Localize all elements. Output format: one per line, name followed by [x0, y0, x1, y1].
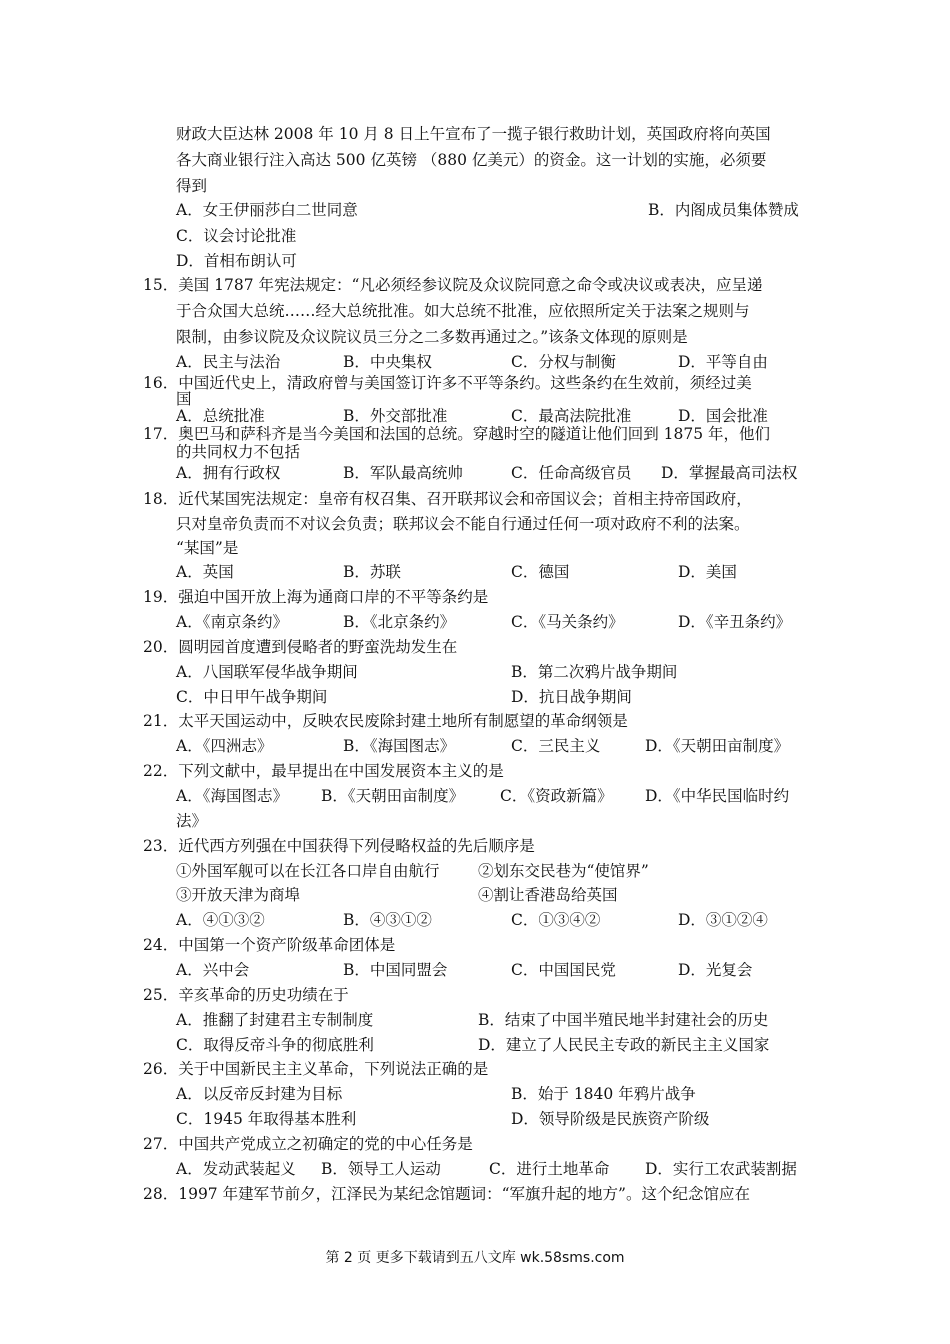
q18-option-b: B．苏联 — [343, 563, 401, 581]
q25-option-d: D．建立了人民民主专政的新民主主义国家 — [478, 1036, 770, 1054]
q18-option-d: D．美国 — [678, 563, 737, 581]
q20-option-c: C．中日甲午战争期间 — [176, 688, 328, 706]
q19-option-d: D．《辛丑条约》 — [678, 613, 792, 631]
q25-line-1: 25．辛亥革命的历史功绩在于 — [143, 986, 349, 1004]
q17-line-2: 的共同权力不包括 — [176, 443, 301, 461]
q21-option-d: D．《天朝田亩制度》 — [645, 737, 790, 755]
q25-option-b: B．结束了中国半殖民地半封建社会的历史 — [478, 1011, 769, 1029]
q27-option-a: A．发动武装起义 — [176, 1160, 296, 1178]
q26-option-d: D．领导阶级是民族资产阶级 — [511, 1110, 710, 1128]
q21-option-b: B．《海国图志》 — [343, 737, 456, 755]
intro-line-2: 各大商业银行注入高达 500 亿英镑 （880 亿美元）的资金。这一计划的实施，必须要 — [176, 151, 767, 169]
q15-line-2: 于合众国大总统……经大总统批准。如大总统不批准，应依照所定关于法案之规则与 — [176, 302, 750, 320]
q23-option-d: D．③①②④ — [678, 911, 768, 929]
q20-line-1: 20．圆明园首度遭到侵略者的野蛮洗劫发生在 — [143, 638, 458, 656]
q22-option-a: A．《海国图志》 — [176, 787, 288, 805]
q15-option-d: D．平等自由 — [678, 353, 768, 371]
intro-option-c: C．议会讨论批准 — [176, 227, 297, 245]
q24-line-1: 24．中国第一个资产阶级革命团体是 — [143, 936, 396, 954]
q15-option-c: C．分权与制衡 — [511, 353, 616, 371]
q24-option-b: B．中国同盟会 — [343, 961, 448, 979]
q19-option-c: C．《马关条约》 — [511, 613, 624, 631]
intro-option-b: B．内阁成员集体赞成 — [648, 201, 799, 219]
q26-option-b: B．始于 1840 年鸦片战争 — [511, 1085, 696, 1103]
q24-option-a: A．兴中会 — [176, 961, 250, 979]
q16-option-b: B．外交部批准 — [343, 407, 448, 425]
q16-option-c: C．最高法院批准 — [511, 407, 632, 425]
q22-option-b: B．《天朝田亩制度》 — [321, 787, 465, 805]
q18-line-3: “某国”是 — [176, 539, 239, 557]
q22-option-d-continuation: 法》 — [176, 812, 208, 830]
q22-line-1: 22．下列文献中，最早提出在中国发展资本主义的是 — [143, 762, 504, 780]
q18-option-c: C．德国 — [511, 563, 570, 581]
q23-option-b: B．④③①② — [343, 911, 432, 929]
q24-option-d: D．光复会 — [678, 961, 753, 979]
q16-option-a: A．总统批准 — [176, 407, 265, 425]
q16-line-1: 16．中国近代史上，清政府曾与美国签订许多不平等条约。这些条约在生效前，须经过美 — [143, 374, 752, 392]
q28-line-1: 28．1997 年建军节前夕，江泽民为某纪念馆题词：“军旗升起的地方”。这个纪念馆应在 — [143, 1185, 750, 1203]
q23-option-c: C．①③④② — [511, 911, 601, 929]
q20-option-a: A．八国联军侵华战争期间 — [176, 663, 358, 681]
q23-item-1: ①外国军舰可以在长江各口岸自由航行 — [176, 862, 440, 880]
q20-option-b: B．第二次鸦片战争期间 — [511, 663, 678, 681]
intro-line-3: 得到 — [176, 177, 208, 195]
q22-option-d: D．《中华民国临时约 — [645, 787, 790, 805]
q26-option-c: C．1945 年取得基本胜利 — [176, 1110, 357, 1128]
intro-line-1: 财政大臣达林 2008 年 10 月 8 日上午宣布了一揽子银行救助计划，英国政府将向英国 — [176, 125, 771, 143]
q15-option-b: B．中央集权 — [343, 353, 432, 371]
q16-line-2: 国 — [176, 390, 192, 408]
q20-option-d: D．抗日战争期间 — [511, 688, 632, 706]
q19-option-a: A．《南京条约》 — [176, 613, 288, 631]
q18-line-1: 18．近代某国宪法规定：皇帝有权召集、召开联邦议会和帝国议会；首相主持帝国政府， — [143, 490, 752, 508]
q17-option-d: D．掌握最高司法权 — [661, 464, 798, 482]
q23-item-3: ③开放天津为商埠 — [176, 886, 301, 904]
q23-line-1: 23．近代西方列强在中国获得下列侵略权益的先后顺序是 — [143, 837, 535, 855]
q15-option-a: A．民主与法治 — [176, 353, 281, 371]
q15-line-3: 限制，由参议院及众议院议员三分之二多数再通过之。”该条文体现的原则是 — [176, 328, 688, 346]
q27-line-1: 27．中国共产党成立之初确定的党的中心任务是 — [143, 1135, 473, 1153]
q27-option-c: C．进行土地革命 — [489, 1160, 610, 1178]
q21-option-c: C．三民主义 — [511, 737, 601, 755]
intro-option-d: D．首相布朗认可 — [176, 252, 297, 270]
q27-option-b: B．领导工人运动 — [321, 1160, 441, 1178]
q21-line-1: 21．太平天国运动中，反映农民废除封建土地所有制愿望的革命纲领是 — [143, 712, 628, 730]
q25-option-a: A．推翻了封建君主专制制度 — [176, 1011, 374, 1029]
q19-option-b: B．《北京条约》 — [343, 613, 456, 631]
q17-option-a: A．拥有行政权 — [176, 464, 281, 482]
q27-option-d: D．实行工农武装割据 — [645, 1160, 797, 1178]
q23-item-2: ②划东交民巷为“使馆界” — [478, 862, 649, 880]
q21-option-a: A．《四洲志》 — [176, 737, 273, 755]
q22-option-c: C．《资政新篇》 — [500, 787, 613, 805]
q17-option-b: B．军队最高统帅 — [343, 464, 463, 482]
q25-option-c: C．取得反帝斗争的彻底胜利 — [176, 1036, 374, 1054]
q23-option-a: A．④①③② — [176, 911, 265, 929]
q26-line-1: 26．关于中国新民主主义革命，下列说法正确的是 — [143, 1060, 489, 1078]
q18-line-2: 只对皇帝负责而不对议会负责；联邦议会不能自行通过任何一项对政府不利的法案。 — [176, 515, 750, 533]
q26-option-a: A．以反帝反封建为目标 — [176, 1085, 343, 1103]
q15-line-1: 15．美国 1787 年宪法规定：“凡必须经参议院及众议院同意之命令或决议或表决，应呈递 — [143, 276, 763, 294]
intro-option-a: A．女王伊丽莎白二世同意 — [176, 201, 358, 219]
q19-line-1: 19．强迫中国开放上海为通商口岸的不平等条约是 — [143, 588, 489, 606]
q18-option-a: A．英国 — [176, 563, 234, 581]
q17-option-c: C．任命高级官员 — [511, 464, 632, 482]
q16-option-d: D．国会批准 — [678, 407, 768, 425]
page-footer: 第 2 页 更多下载请到五八文库 wk.58sms.com — [325, 1250, 625, 1266]
q24-option-c: C．中国国民党 — [511, 961, 616, 979]
q17-line-1: 17．奥巴马和萨科齐是当今美国和法国的总统。穿越时空的隧道让他们回到 1875 年，他们 — [143, 425, 771, 443]
q23-item-4: ④割让香港岛给英国 — [478, 886, 618, 904]
